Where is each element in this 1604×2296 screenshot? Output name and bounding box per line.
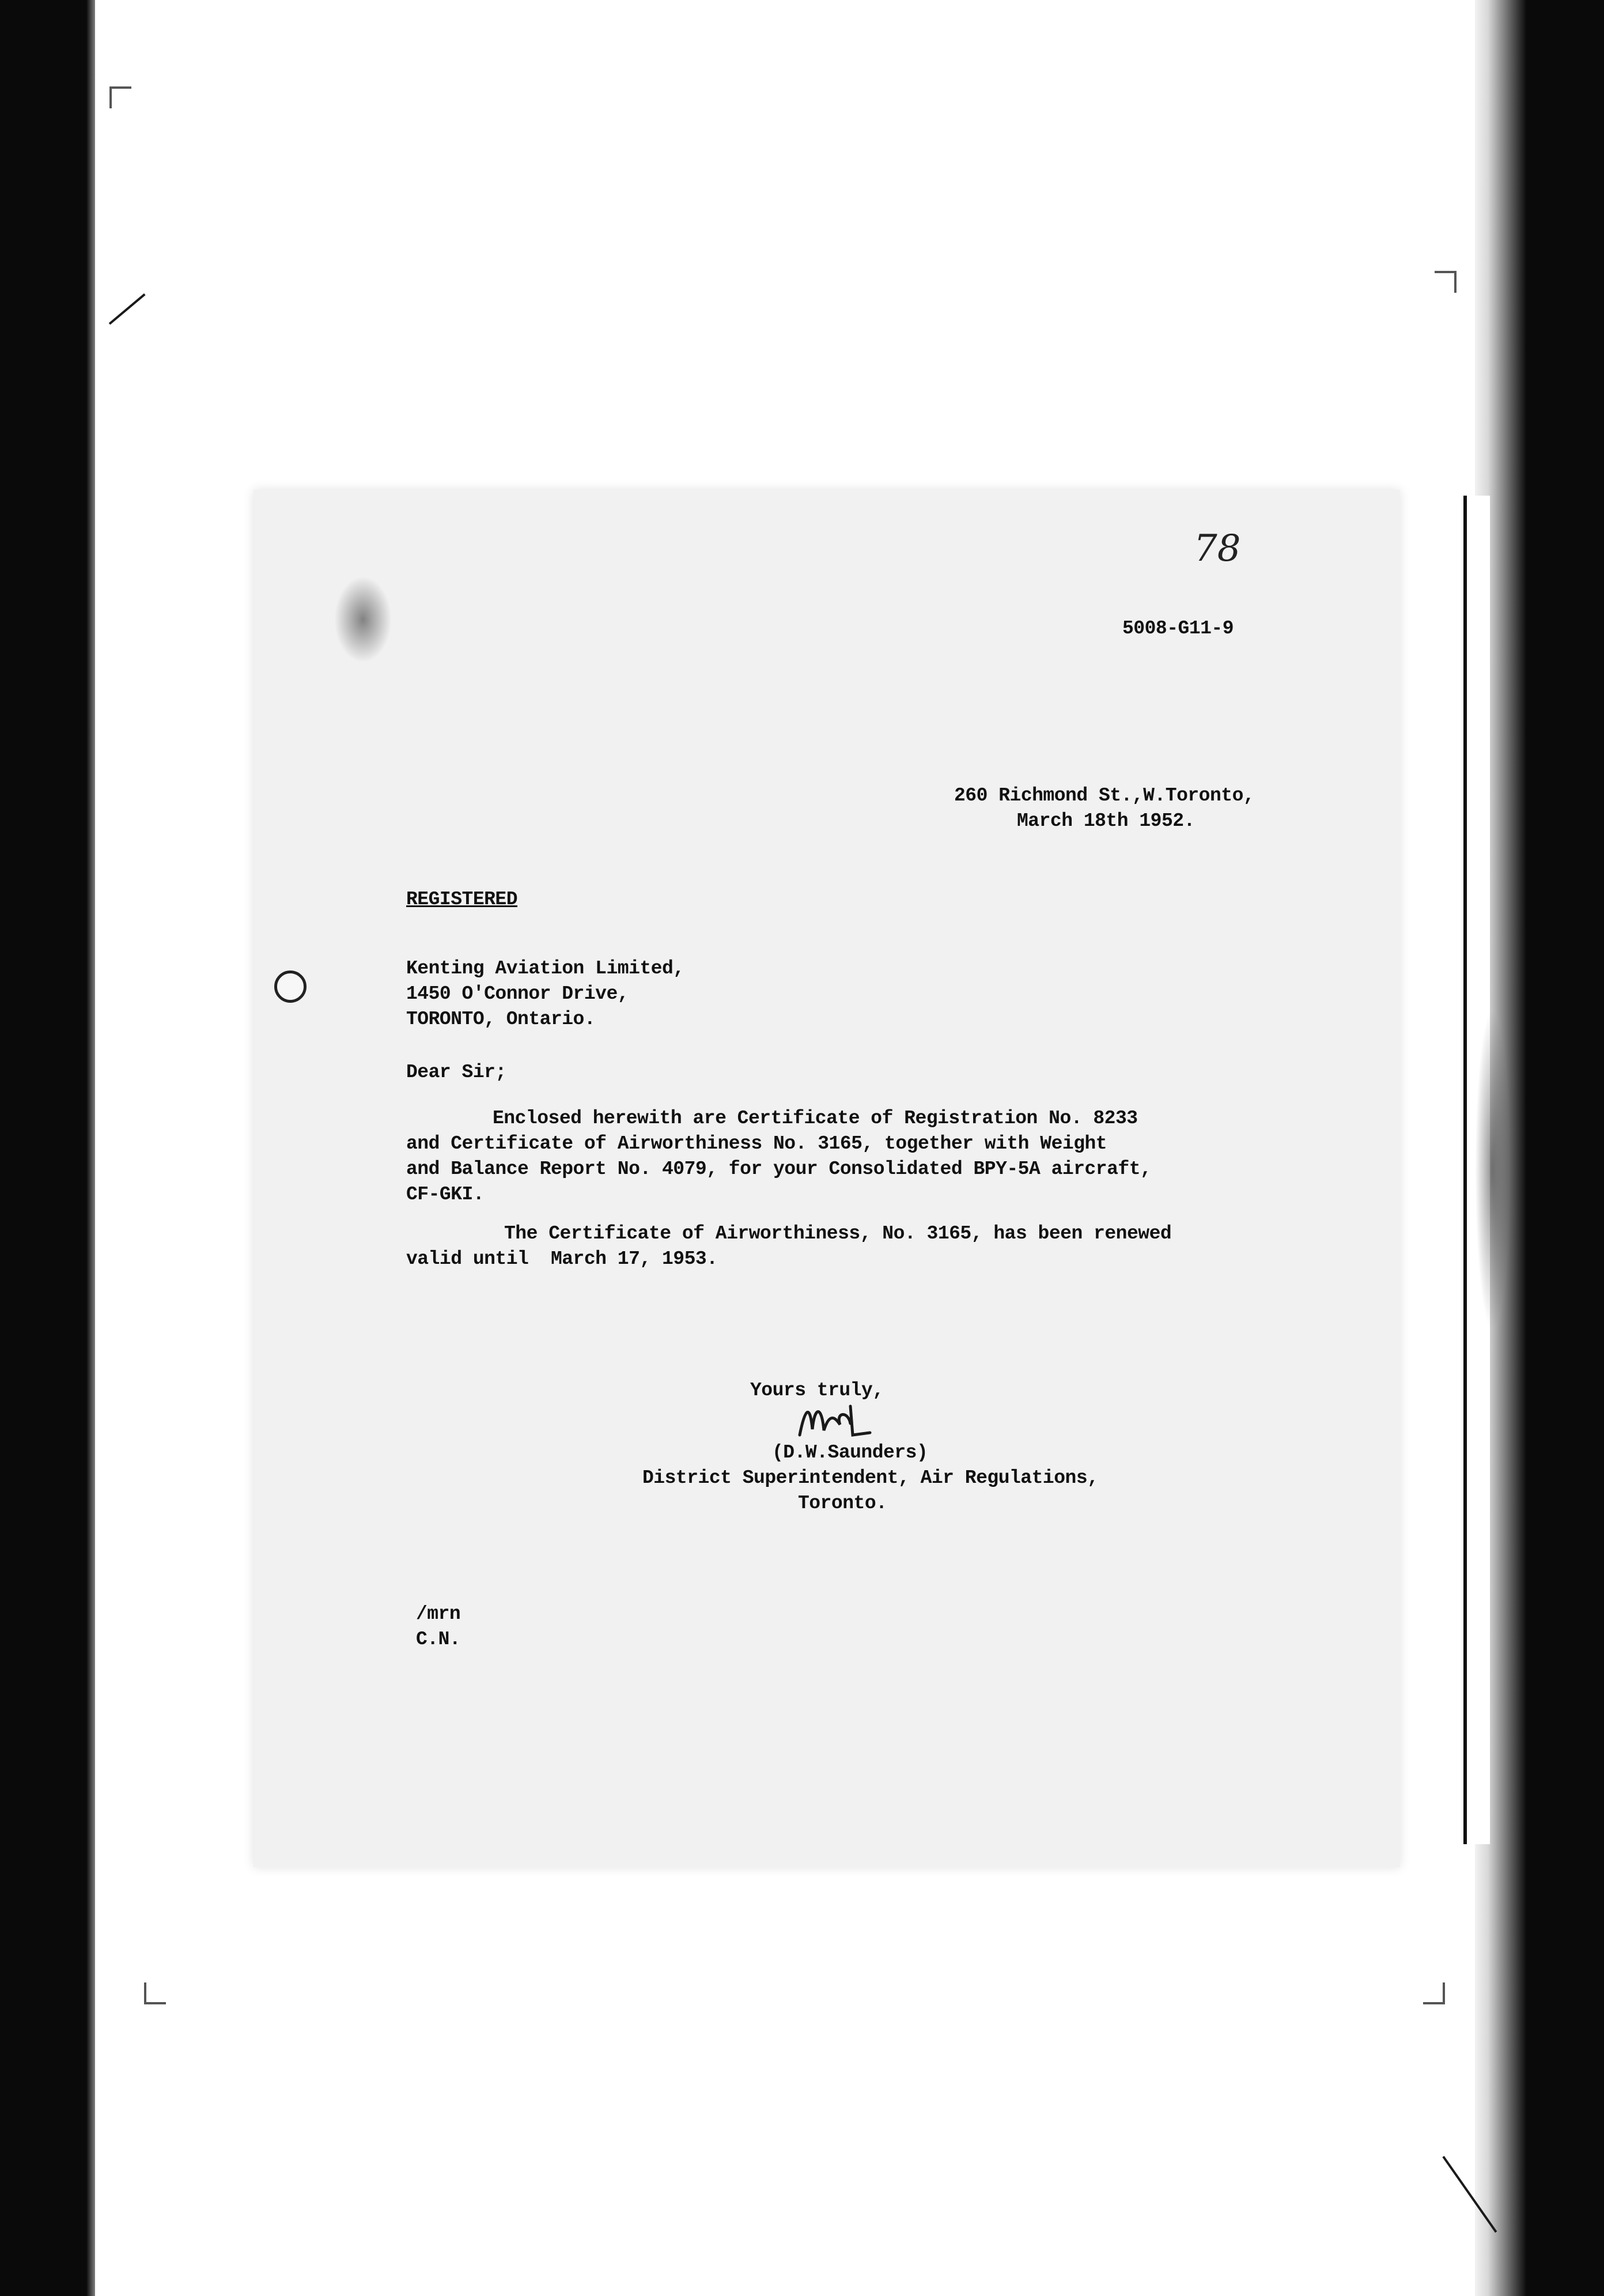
file-reference: 5008-G11-9 — [1122, 618, 1234, 639]
body-paragraph2-line1: The Certificate of Airworthiness, No. 3165, has been renewed — [504, 1223, 1172, 1244]
salutation: Dear Sir; — [406, 1062, 506, 1083]
signatory-title: District Superintendent, Air Regulations, — [642, 1467, 1099, 1489]
punch-hole — [274, 970, 307, 1003]
closing: Yours truly, — [750, 1380, 884, 1401]
signatory-location: Toronto. — [798, 1493, 887, 1514]
crop-mark-bottom-right — [1423, 1982, 1445, 2004]
recipient-city: TORONTO, Ontario. — [406, 1009, 596, 1030]
body-paragraph1-line2: and Certificate of Airworthiness No. 3165, together with Weight — [406, 1133, 1107, 1154]
typist-initials: /mrn — [416, 1603, 461, 1625]
crop-mark-top-right — [1435, 271, 1457, 293]
sender-address-line1: 260 Richmond St.,W.Toronto, — [954, 785, 1255, 806]
body-paragraph1-line3: and Balance Report No. 4079, for your Consolidated BPY-5A aircraft, — [406, 1158, 1152, 1180]
copy-notation: C.N. — [416, 1629, 461, 1650]
body-paragraph2-line2: valid until March 17, 1953. — [406, 1248, 718, 1270]
staple-smudge — [334, 576, 392, 663]
crop-mark-bottom-left — [144, 1982, 166, 2004]
mail-type-registered: REGISTERED — [406, 889, 518, 910]
edge-stain — [1475, 1009, 1510, 1331]
recipient-name: Kenting Aviation Limited, — [406, 958, 684, 979]
body-paragraph1-line4: CF-GKI. — [406, 1184, 485, 1205]
crop-mark-top-left — [109, 86, 131, 108]
folio-number: 78 — [1194, 527, 1241, 570]
letter-date: March 18th 1952. — [1017, 810, 1195, 832]
signatory-name: (D.W.Saunders) — [772, 1442, 928, 1463]
recipient-street: 1450 O'Connor Drive, — [406, 983, 629, 1004]
handwritten-signature — [795, 1395, 893, 1447]
body-paragraph1-line1: Enclosed herewith are Certificate of Registration No. 8233 — [493, 1108, 1138, 1129]
